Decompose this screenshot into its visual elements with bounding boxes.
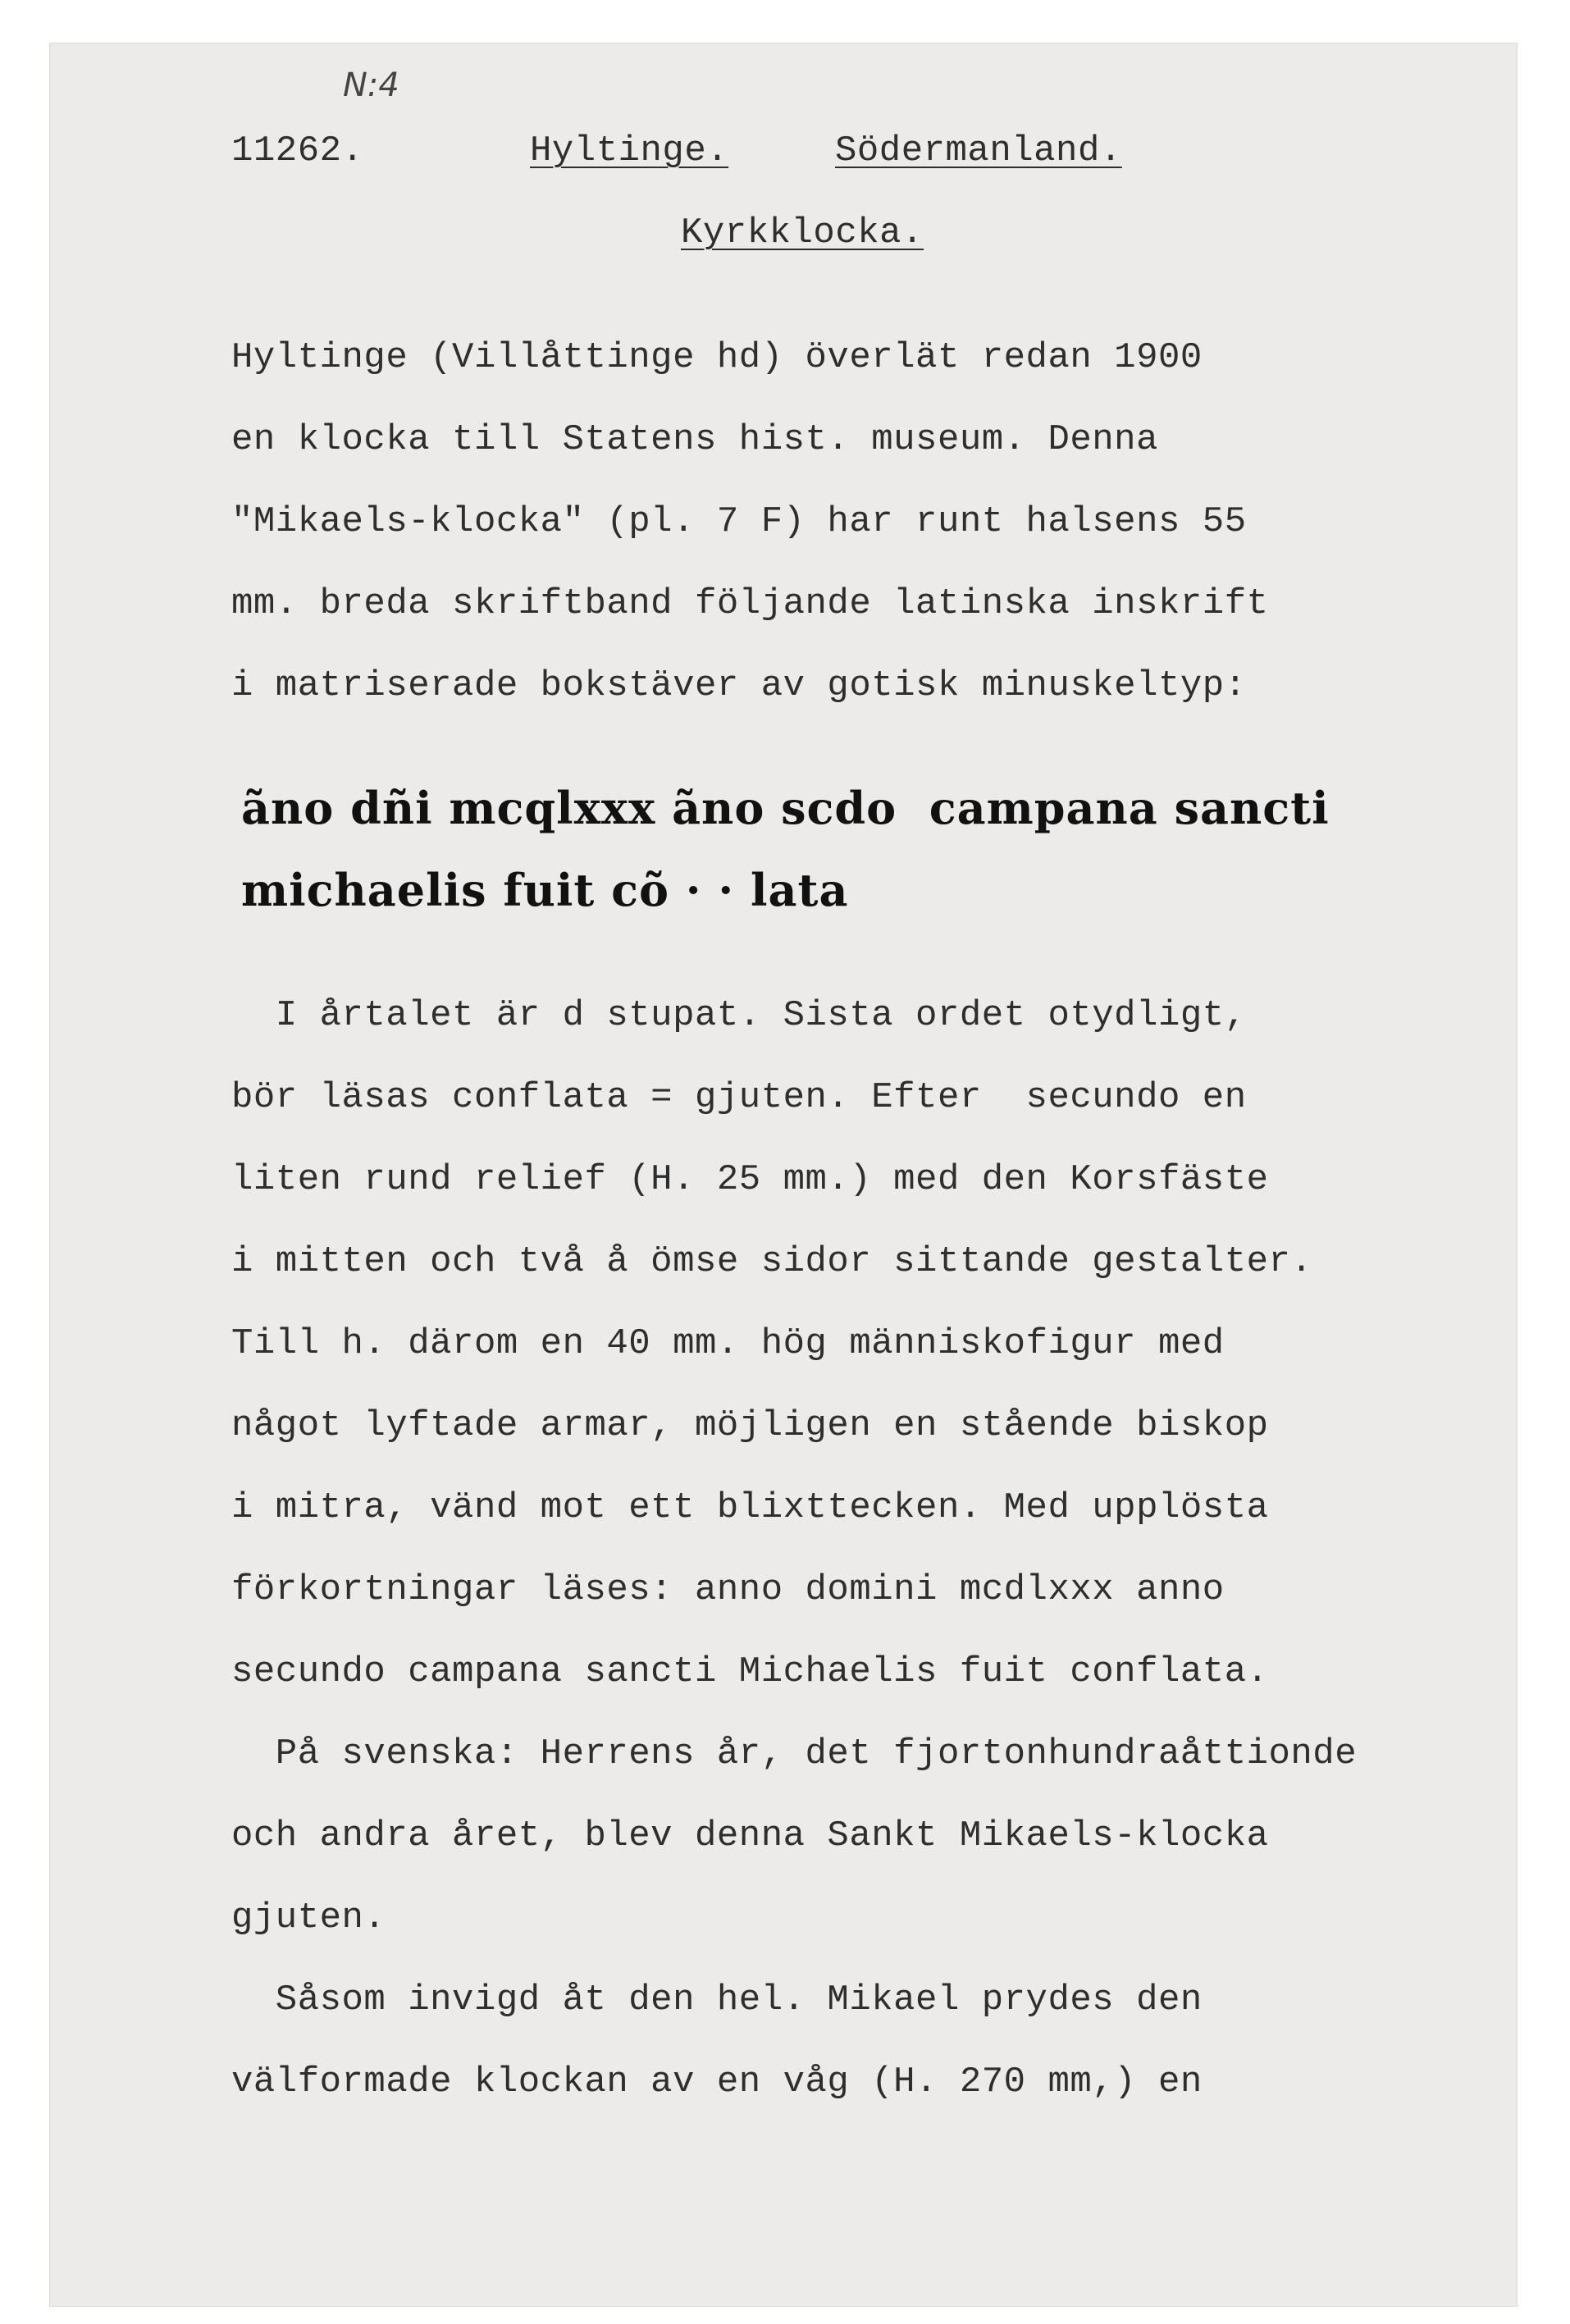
text-line: mm. breda skriftband följande latinska inskrift [231,583,1269,624]
text-line: "Mikaels-klocka" (pl. 7 F) har runt halsens 55 [231,501,1247,542]
text-line: gjuten. [231,1897,386,1938]
text-line: Till h. därom en 40 mm. hög människofigur med [231,1323,1225,1364]
text-line: välformade klockan av en våg (H. 270 mm,) en [231,2061,1203,2103]
text-line: Såsom invigd åt den hel. Mikael prydes den [231,1979,1203,2020]
inscription-line: michaelis fuit cõ · · lata [241,864,849,916]
text-line: förkortningar läses: anno domini mcdlxxx anno [231,1569,1225,1610]
text-line: liten rund relief (H. 25 mm.) med den Korsfäste [231,1159,1269,1200]
text-line: secundo campana sancti Michaelis fuit conflata. [231,1651,1269,1692]
inscription-line: ãno dñi mcqlxxx ãno scdo campana sancti [241,782,1330,834]
text-line: I årtalet är d stupat. Sista ordet otydligt, [231,995,1247,1036]
catalog-number: 11262. [231,130,364,171]
text-line: en klocka till Statens hist. museum. Denna [231,419,1158,460]
province-name: Södermanland. [835,130,1122,171]
subject-title: Kyrkklocka. [681,212,924,253]
place-name: Hyltinge. [530,130,729,171]
text-line: På svenska: Herrens år, det fjortonhundraåttionde [231,1733,1358,1774]
text-line: i matriserade bokstäver av gotisk minuskeltyp: [231,665,1247,706]
text-line: bör läsas conflata = gjuten. Efter secundo en [231,1077,1247,1118]
text-line: något lyftade armar, möjligen en stående biskop [231,1405,1269,1446]
text-line: Hyltinge (Villåttinge hd) överlät redan 1900 [231,337,1203,378]
text-line: och andra året, blev denna Sankt Mikaels-klocka [231,1815,1269,1856]
handwritten-card-number: N:4 [343,66,399,104]
text-line: i mitten och två å ömse sidor sittande gestalter. [231,1241,1313,1282]
text-line: i mitra, vänd mot ett blixttecken. Med upplösta [231,1487,1269,1528]
